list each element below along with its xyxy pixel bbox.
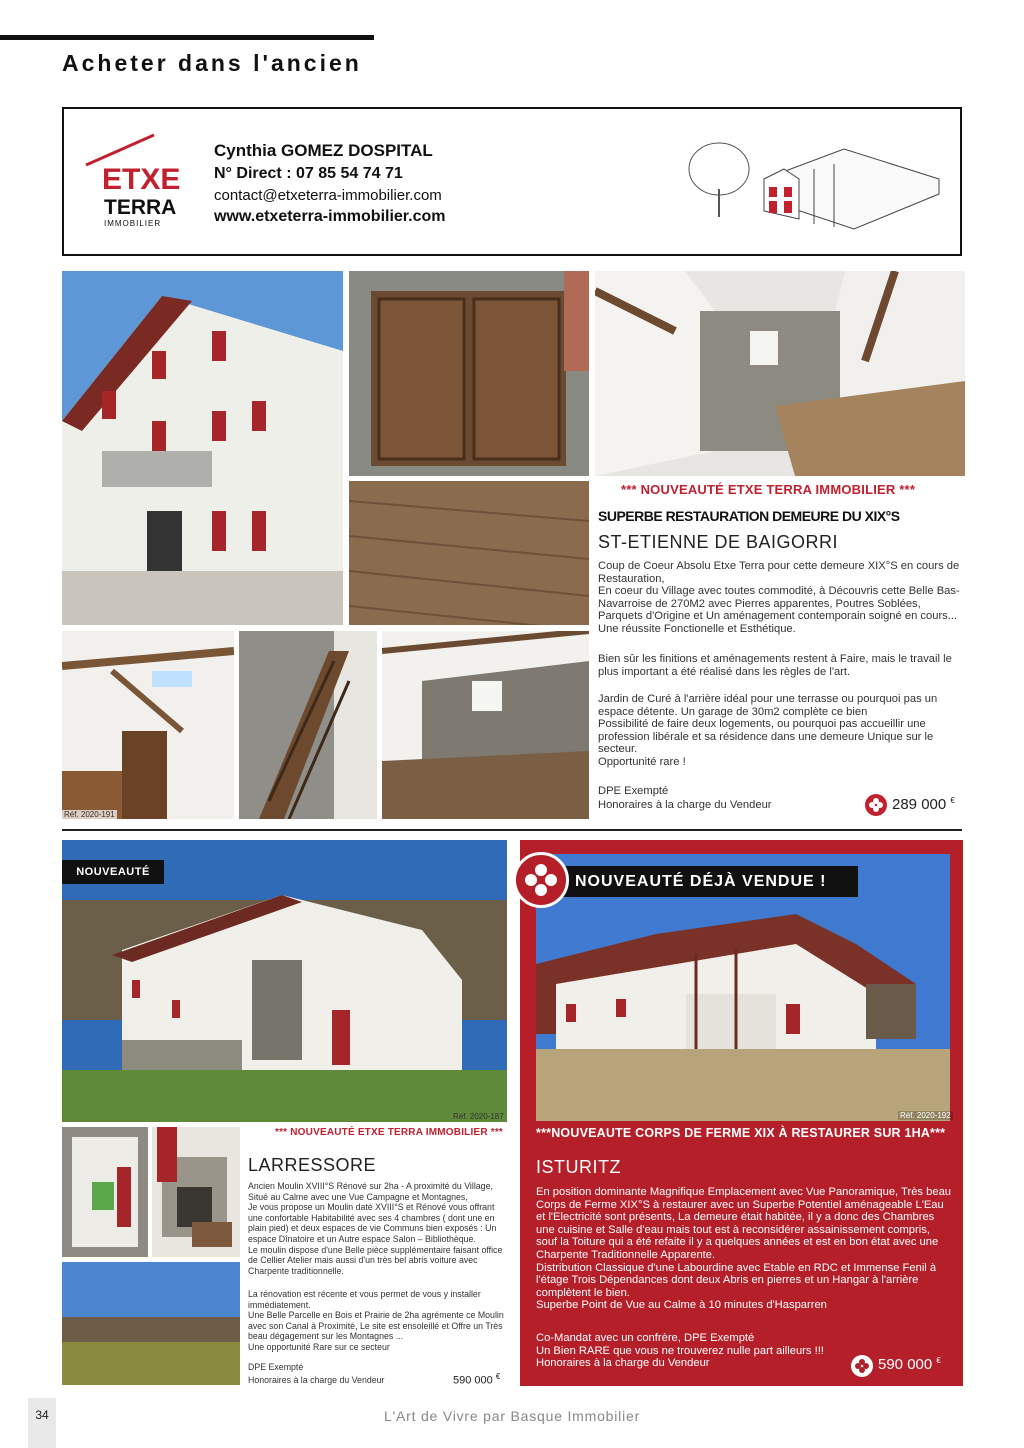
contact-email[interactable]: contact@etxeterra-immobilier.com <box>214 187 442 204</box>
listing1-headline: SUPERBE RESTAURATION DEMEURE DU XIX°S <box>598 508 900 524</box>
listing1-finishes: Bien sûr les finitions et aménagements restent à Faire, mais le travail le plus important a été réalisé dans les règles de l'art. <box>598 653 952 678</box>
listing2-town: LARRESSORE <box>248 1155 377 1175</box>
basque-cross-icon-small <box>851 1355 873 1377</box>
section-divider <box>62 829 962 831</box>
listing3-kicker: ***NOUVEAUTE CORPS DE FERME XIX À RESTAURER SUR 1HA*** <box>536 1126 946 1140</box>
svg-text:IMMOBILIER: IMMOBILIER <box>104 219 162 228</box>
basque-cross-icon <box>865 794 887 816</box>
agency-banner <box>62 107 962 256</box>
listing2-kicker: *** NOUVEAUTÉ ETXE TERRA IMMOBILIER *** <box>275 1127 504 1138</box>
house-sketch-illustration <box>684 139 944 234</box>
photo-facade-baigorri <box>62 271 343 625</box>
photo-wooden-shutters <box>349 271 589 476</box>
magazine-footer: L'Art de Vivre par Basque Immobilier <box>383 1408 641 1424</box>
listing1-garden: Jardin de Curé à l'arrière idéal pour une terrasse ou pourquoi pas un espace détente. Un garage de 30m2 complète ce bien Possibilité de faire deux logements, ou pourquoi pas accueillir une profession libérale et sa résidence dans une demeure Unique sur le secteur. Opportunité rare ! <box>598 693 938 768</box>
photo-larressore-landscape <box>62 1262 240 1385</box>
listing2-dpe: DPE Exempté <box>248 1362 304 1372</box>
contact-name: Cynthia GOMEZ DOSPITAL <box>214 141 433 160</box>
svg-text:ETXE: ETXE <box>102 163 181 196</box>
photo-wood-floor <box>349 481 589 625</box>
listing3-town: ISTURITZ <box>536 1157 621 1177</box>
photo-stone-wall-room <box>382 631 589 819</box>
listing1-description: Coup de Coeur Absolu Etxe Terra pour cette demeure XIX°S en cours de Restauration, En coeur du Village avec toutes commodité, à Découvris cette Belle Bas-Navarroise de 270M2 avec Pierres apparentes, Poutres Soblées, Parquets d'Origine et Un aménagement contemporain soigné en cours... Une réussite Fonctionelle et Esthétique. <box>598 560 960 635</box>
basque-cross-icon-large <box>513 852 569 908</box>
section-title: Acheter dans l'ancien <box>62 50 362 76</box>
listing3-ref: Réf. 2020-192 <box>900 1111 951 1120</box>
listing2-renovation: La rénovation est récente et vous permet de vous y installer immédiatement. Une Belle Parcelle en Bois et Prairie de 2ha agrémente ce Moulin avec son Canal à Proximité, Le site est ensoleillé et Offre un Très beau dégagement sur les Montagnes ... Une opportunité Rare sur ce secteur <box>248 1289 504 1352</box>
listing2-badge: NOUVEAUTÉ <box>62 860 164 884</box>
listing2-description: Ancien Moulin XVIII°S Rénové sur 2ha - A proximité du Village, Situé au Calme avec une Vue Campagne et Montagnes, Je vous propose un Moulin daté XVIII°S et Rénové vous offrant une confortable Habitabilité avec ses 4 chambres ( dont une en plain pied) et deux espaces de vie Communs bien exposés : Un espace Dînatoire et un Autre espace Salon – Bibliothèque. Le moulin dispose d'une Belle pièce supplémentaire faisant office de Cellier Atelier mais aussi d'un très bel abris voiture avec Charpente traditionnelle. <box>248 1181 503 1276</box>
photo-larressore-fireplace <box>152 1127 240 1257</box>
page-number: 34 <box>28 1398 56 1448</box>
listing1-town: ST-ETIENNE DE BAIGORRI <box>598 532 839 552</box>
listing2-fees: Honoraires à la charge du Vendeur <box>248 1375 385 1385</box>
agency-logo <box>82 131 192 231</box>
photo-staircase <box>239 631 377 819</box>
listing3-description: En position dominante Magnifique Emplacement avec Vue Panoramique, Très beau Corps de Ferme XIX°S à restaurer avec un Superbe Potentiel aménageable L'Eau et l'Electricité sont présents, La demeure était habitée, il y a donc des Chambres une cuisine et Salle d'eau mais tout est à reconsidérer assainissement compris, souf la Toiture qui a été refaite il y a quelques années et est en bon état avec une Charpente Traditionnelle Apparente. Distribution Classique d'une Labourdine avec Etable en RDC et Immense Fenil à l'étage Trois Dépendances dont deux Abris en pierres et un Hangar à l'arrière complètent le bien. Superbe Point de Vue au Calme à 10 minutes d'Hasparren <box>536 1186 952 1312</box>
listing3-mandate: Co-Mandat avec un confrère, DPE Exempté Un Bien RARE que vous ne trouverez nulle part ailleurs !!! Honoraires à la charge du Vendeur <box>536 1332 824 1370</box>
listing3-sold-banner: NOUVEAUTÉ DÉJÀ VENDUE ! <box>560 866 858 897</box>
contact-website[interactable]: www.etxeterra-immobilier.com <box>214 208 446 225</box>
listing1-ref: Réf. 2020-191 <box>64 810 115 819</box>
listing2-ref: Réf. 2020-187 <box>453 1112 504 1121</box>
listing3-price: 590 000 € <box>878 1356 941 1373</box>
listing1-kicker: *** NOUVEAUTÉ ETXE TERRA IMMOBILIER *** <box>621 482 916 497</box>
header-rule <box>0 35 374 40</box>
contact-phone: N° Direct : 07 85 54 74 71 <box>214 165 403 182</box>
svg-text:TERRA: TERRA <box>104 196 177 219</box>
listing1-price: 289 000 € <box>892 796 955 813</box>
photo-stone-stairwell <box>595 271 965 476</box>
listing1-fees: Honoraires à la charge du Vendeur <box>598 799 772 811</box>
photo-attic-room <box>62 631 234 819</box>
listing1-dpe: DPE Exempté <box>598 785 669 797</box>
listing2-price: 590 000 € <box>453 1372 501 1387</box>
photo-larressore-window <box>62 1127 148 1257</box>
